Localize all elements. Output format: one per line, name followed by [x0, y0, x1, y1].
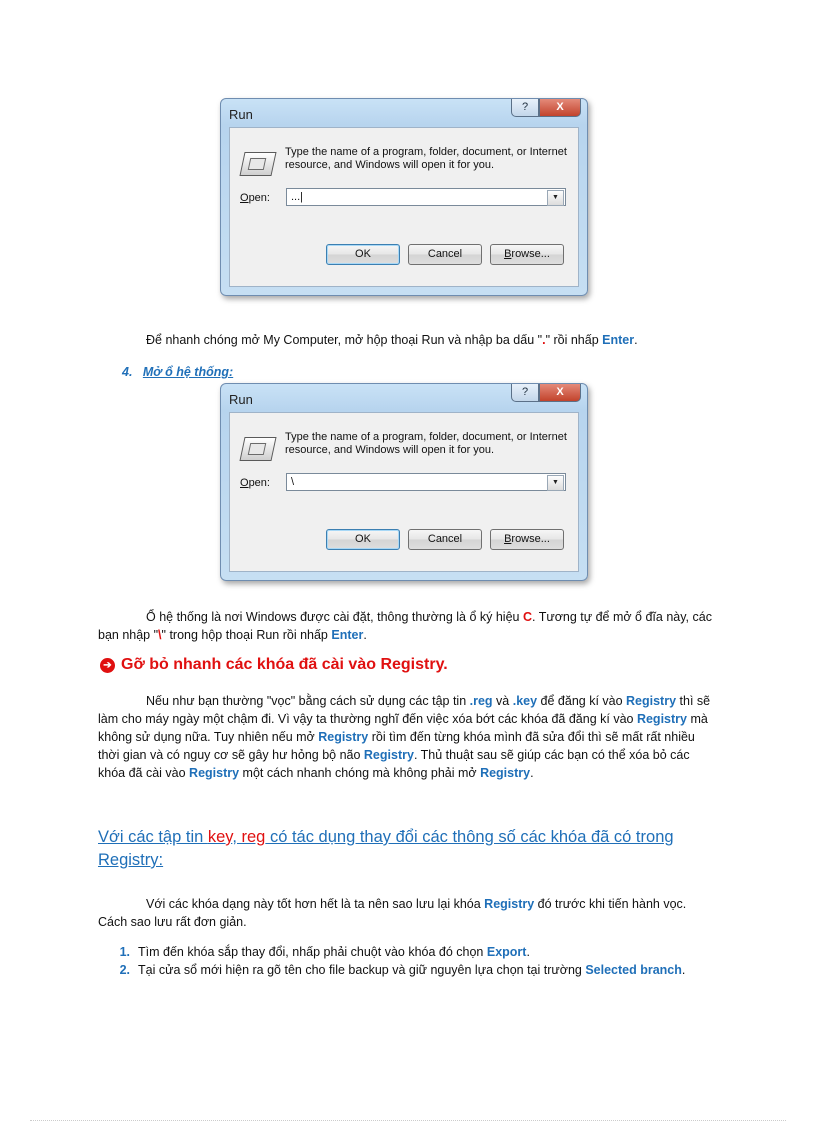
run-program-icon — [239, 152, 276, 176]
title-buttons — [511, 99, 581, 117]
run-dialog-2 — [220, 383, 588, 581]
step-number: 2. — [119, 963, 130, 977]
dialog-description: Type the name of a program, folder, document, or Internet resource, and Windows will open it for you. — [285, 431, 567, 456]
selected-branch-highlight: Selected branch — [585, 963, 682, 977]
enter-highlight: Enter — [602, 333, 635, 347]
title-buttons — [511, 384, 581, 402]
text: Với các tập tin — [98, 828, 208, 846]
step-text — [138, 943, 714, 961]
drive-highlight: C — [522, 610, 532, 624]
chevron-down-icon[interactable]: ▼ — [547, 475, 564, 491]
run-dialog-1 — [220, 98, 588, 296]
registry-highlight: Registry — [636, 712, 687, 726]
key-word: key — [207, 828, 233, 846]
reg-word: reg — [241, 828, 266, 846]
section-title — [100, 656, 448, 674]
browse-label-rest: rowse... — [511, 533, 550, 545]
section-title-text: Gỡ bỏ nhanh các khóa đã cài vào Registry. — [121, 656, 448, 673]
text: để đăng kí vào — [537, 694, 627, 708]
text: Ổ hệ thống là nơi Windows được cài đặt, thông thường là ổ ký hiệu — [146, 610, 523, 624]
text: " trong hộp thoại Run rồi nhấp — [161, 628, 332, 642]
text: Để nhanh chóng mở My Computer, mở hộp thoại Run và nhập ba dấu " — [146, 333, 543, 347]
text: Tại cửa sổ mới hiện ra gõ tên cho file backup và giữ nguyên lựa chọn tại trường — [138, 963, 586, 977]
registry-highlight: Registry — [626, 694, 677, 708]
open-label-rest: pen: — [248, 477, 270, 489]
export-highlight: Export — [486, 945, 527, 959]
dialog-title: Run — [229, 392, 253, 407]
step-number: 1. — [119, 945, 130, 959]
heading-number: 4. — [122, 365, 133, 379]
bullet-icon: ➔ — [100, 658, 115, 673]
text: đó trước khi tiến hành vọc. Cách sao lưu rất đơn giản. — [98, 897, 687, 929]
text: một cách nhanh chóng mà không phải mở — [239, 766, 481, 780]
run-program-icon — [239, 437, 276, 461]
backslash-highlight: \ — [158, 628, 162, 642]
text: có tác dụng thay đổi các thông số các khóa đã có trong Registry: — [98, 828, 674, 869]
subheading-key-reg — [98, 826, 708, 872]
registry-highlight: Registry — [363, 748, 414, 762]
list-item — [98, 961, 714, 979]
dialog-body — [229, 127, 579, 287]
browse-button[interactable] — [490, 529, 564, 550]
text: thì sẽ làm cho máy ngày một chậm đi. Vì vậy ta thường nghĩ đến việc xóa bớt các khóa đã đăng kí vào — [98, 694, 711, 726]
close-button[interactable]: X — [539, 384, 581, 402]
heading-open-system-drive — [122, 365, 233, 379]
text: Nếu như bạn thường "vọc" bằng cách sử dụng các tập tin — [146, 694, 470, 708]
text: " rồi nhấp — [545, 333, 603, 347]
text: , — [232, 828, 242, 846]
key-highlight: .key — [512, 694, 538, 708]
dots-highlight: . — [542, 333, 546, 347]
step-text — [138, 961, 714, 979]
open-label — [240, 477, 270, 489]
paragraph-system-drive — [98, 608, 714, 644]
open-label — [240, 192, 270, 204]
text: mà không sử dụng nữa. Tuy nhiên nếu mở — [98, 712, 708, 744]
open-combobox[interactable] — [286, 188, 566, 206]
text: rồi tìm đến từng khóa mình đã sửa đổi thì sẽ mất rất nhiều thời gian và có nguy cơ sẽ gây hư hỏng bộ não — [98, 730, 695, 762]
text: . — [526, 945, 530, 959]
registry-highlight: Registry — [318, 730, 369, 744]
text: . — [530, 766, 534, 780]
dialog-title: Run — [229, 107, 253, 122]
registry-highlight: Registry — [189, 766, 240, 780]
ok-button[interactable]: OK — [326, 244, 400, 265]
cancel-button[interactable]: Cancel — [408, 529, 482, 550]
cancel-button[interactable]: Cancel — [408, 244, 482, 265]
open-input-value[interactable]: \ — [291, 476, 295, 488]
list-item — [98, 943, 714, 961]
browse-mnemonic: B — [504, 248, 512, 260]
paragraph-backup — [98, 895, 714, 931]
steps-list — [98, 943, 714, 979]
text: . Tương tự để mở ổ đĩa này, các bạn nhập " — [98, 610, 712, 642]
open-label-rest: pen: — [248, 192, 270, 204]
dialog-body — [229, 412, 579, 572]
dialog-description: Type the name of a program, folder, document, or Internet resource, and Windows will open it for you. — [285, 146, 567, 171]
text: Tìm đến khóa sắp thay đổi, nhấp phải chuột vào khóa đó chọn — [138, 945, 487, 959]
reg-highlight: .reg — [469, 694, 493, 708]
close-button[interactable]: X — [539, 99, 581, 117]
text: . — [681, 963, 686, 977]
paragraph-registry-intro — [98, 692, 714, 782]
paragraph-my-computer — [98, 331, 714, 349]
help-button[interactable]: ? — [511, 384, 539, 402]
help-button[interactable]: ? — [511, 99, 539, 117]
open-label-mnemonic: O — [240, 192, 249, 204]
registry-highlight: Registry — [484, 897, 535, 911]
text: . — [634, 333, 638, 347]
browse-label-rest: rowse... — [511, 248, 550, 260]
browse-button[interactable] — [490, 244, 564, 265]
text: và — [492, 694, 513, 708]
ok-button[interactable]: OK — [326, 529, 400, 550]
chevron-down-icon[interactable]: ▼ — [547, 190, 564, 206]
browse-mnemonic: B — [504, 533, 512, 545]
registry-highlight: Registry — [480, 766, 531, 780]
open-combobox[interactable] — [286, 473, 566, 491]
text: . Thủ thuật sau sẽ giúp các bạn có thể xóa bỏ các khóa đã cài vào — [98, 748, 690, 780]
open-input-value[interactable]: ...| — [291, 191, 304, 203]
text: . — [363, 628, 367, 642]
open-label-mnemonic: O — [240, 477, 249, 489]
heading-label: Mở ổ hệ thống: — [142, 365, 234, 379]
footer-divider — [30, 1120, 786, 1121]
enter-highlight: Enter — [331, 628, 364, 642]
text: Với các khóa dạng này tốt hơn hết là ta nên sao lưu lại khóa — [146, 897, 485, 911]
